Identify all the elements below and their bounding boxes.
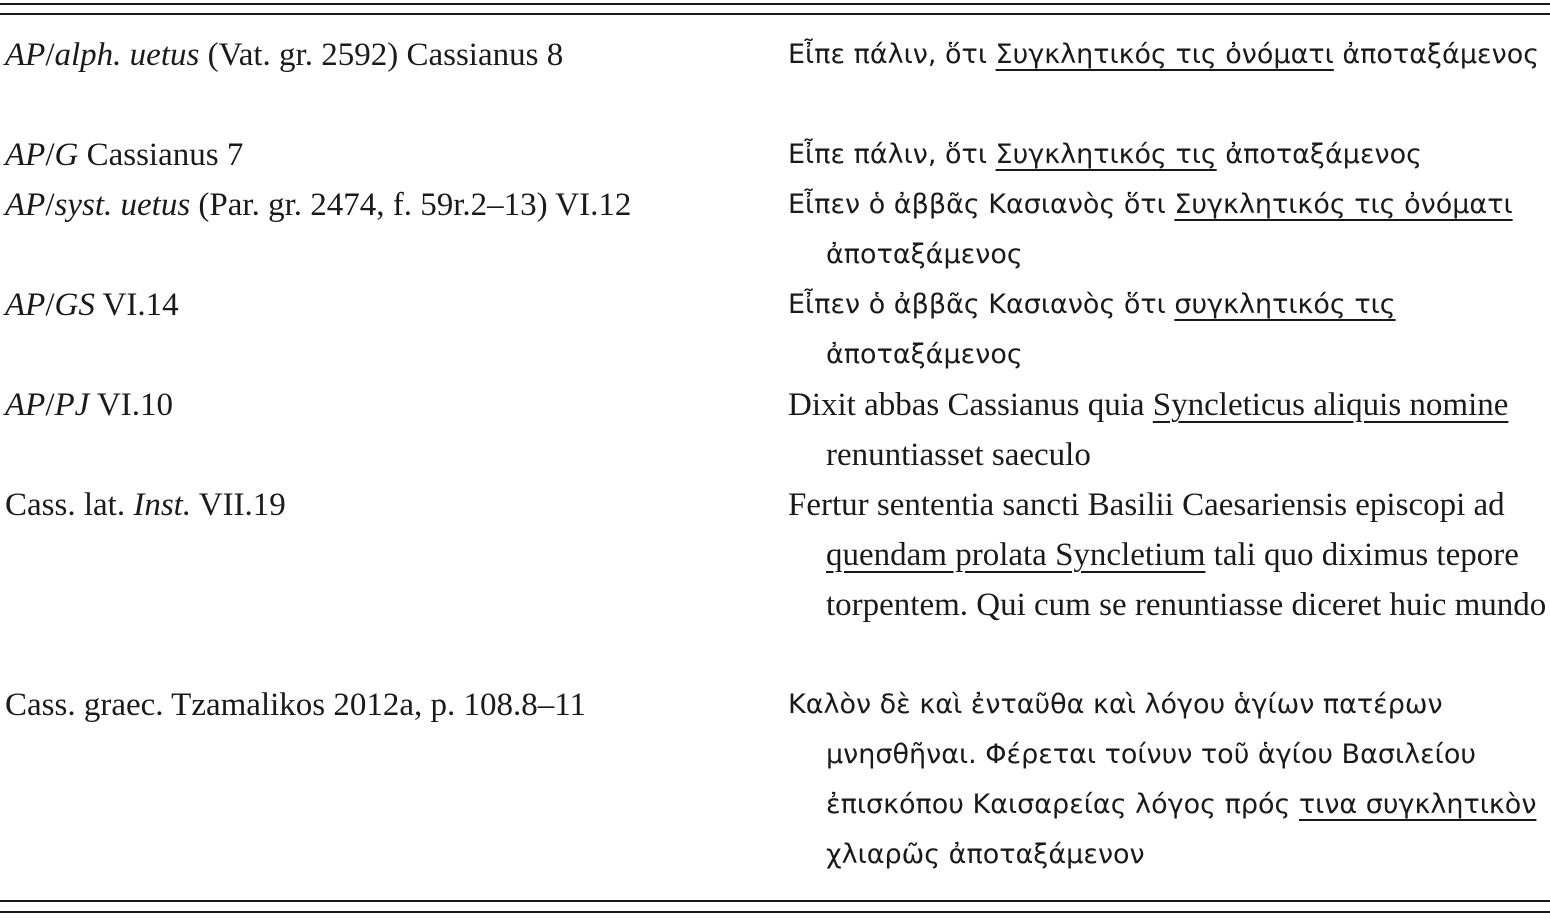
text-cell: Εἶπεν ὁ ἀββᾶς Κασιανὸς ὅτι συγκλητικός τις ἀποταξάμενος	[788, 289, 1396, 370]
source-cell: AP/alph. uetus (Vat. gr. 2592) Cassianus 8	[5, 37, 564, 73]
source-cell: AP/syst. uetus (Par. gr. 2474, f. 59r.2–13) VI.12	[5, 187, 632, 223]
underlined-phrase: Συγκλητικός τις ὀνόματι	[995, 39, 1334, 70]
table-row	[0, 180, 1550, 280]
text-cell: Εἶπε πάλιν, ὅτι Συγκλητικός τις ὀνόματι ἀποταξάμενος	[788, 39, 1540, 70]
text-cell: Dixit abbas Cassianus quia Syncleticus aliquis nomine renuntiasset saeculo	[788, 387, 1509, 473]
table-row	[0, 130, 1550, 180]
bottom-rule-1	[0, 900, 1550, 902]
source-cell: AP/G Cassianus 7	[5, 137, 244, 173]
underlined-phrase: συγκλητικός τις	[1174, 289, 1396, 320]
source-cell: AP/PJ VI.10	[5, 387, 174, 423]
underlined-phrase: Συγκλητικός τις ὀνόματι	[1174, 189, 1513, 220]
top-rule-1	[0, 3, 1550, 5]
text-cell: Fertur sententia sancti Basilii Caesariensis episcopi ad quendam prolata Syncletium tali quo diximus tepore torpentem. Qui cum se renuntiasse diceret huic mundo	[788, 487, 1547, 623]
text-cell: Καλὸν δὲ καὶ ἐνταῦθα καὶ λόγου ἁγίων πατέρων μνησθῆναι. Φέρεται τοίνυν τοῦ ἁγίου Βασιλείου ἐπισκόπου Καισαρείας λόγος πρός τινα συγκλητικὸν χλιαρῶς ἀποταξάμενον	[788, 689, 1537, 870]
source-cell: Cass. lat. Inst. VII.19	[5, 487, 286, 523]
source-cell: AP/GS VI.14	[5, 287, 179, 323]
table-row	[0, 480, 1550, 680]
text-cell: Εἶπε πάλιν, ὅτι Συγκλητικός τις ἀποταξάμενος	[788, 139, 1422, 170]
table-row	[0, 380, 1550, 480]
text-cell: Εἶπεν ὁ ἀββᾶς Κασιανὸς ὅτι Συγκλητικός τις ὀνόματι ἀποταξάμενος	[788, 189, 1513, 270]
table-row	[0, 680, 1550, 880]
parallel-texts-table	[0, 30, 1550, 880]
underlined-phrase: quendam prolata Syncletium	[826, 537, 1206, 573]
underlined-phrase: Συγκλητικός τις	[995, 139, 1217, 170]
top-rule-2	[0, 13, 1550, 15]
source-cell: Cass. graec. Tzamalikos 2012a, p. 108.8–11	[5, 687, 587, 723]
bottom-rule-2	[0, 911, 1550, 913]
underlined-phrase: Syncleticus aliquis nomine	[1152, 387, 1509, 423]
table-row	[0, 30, 1550, 130]
underlined-phrase: τινα συγκλητικὸν	[1298, 789, 1537, 820]
table-row	[0, 280, 1550, 380]
